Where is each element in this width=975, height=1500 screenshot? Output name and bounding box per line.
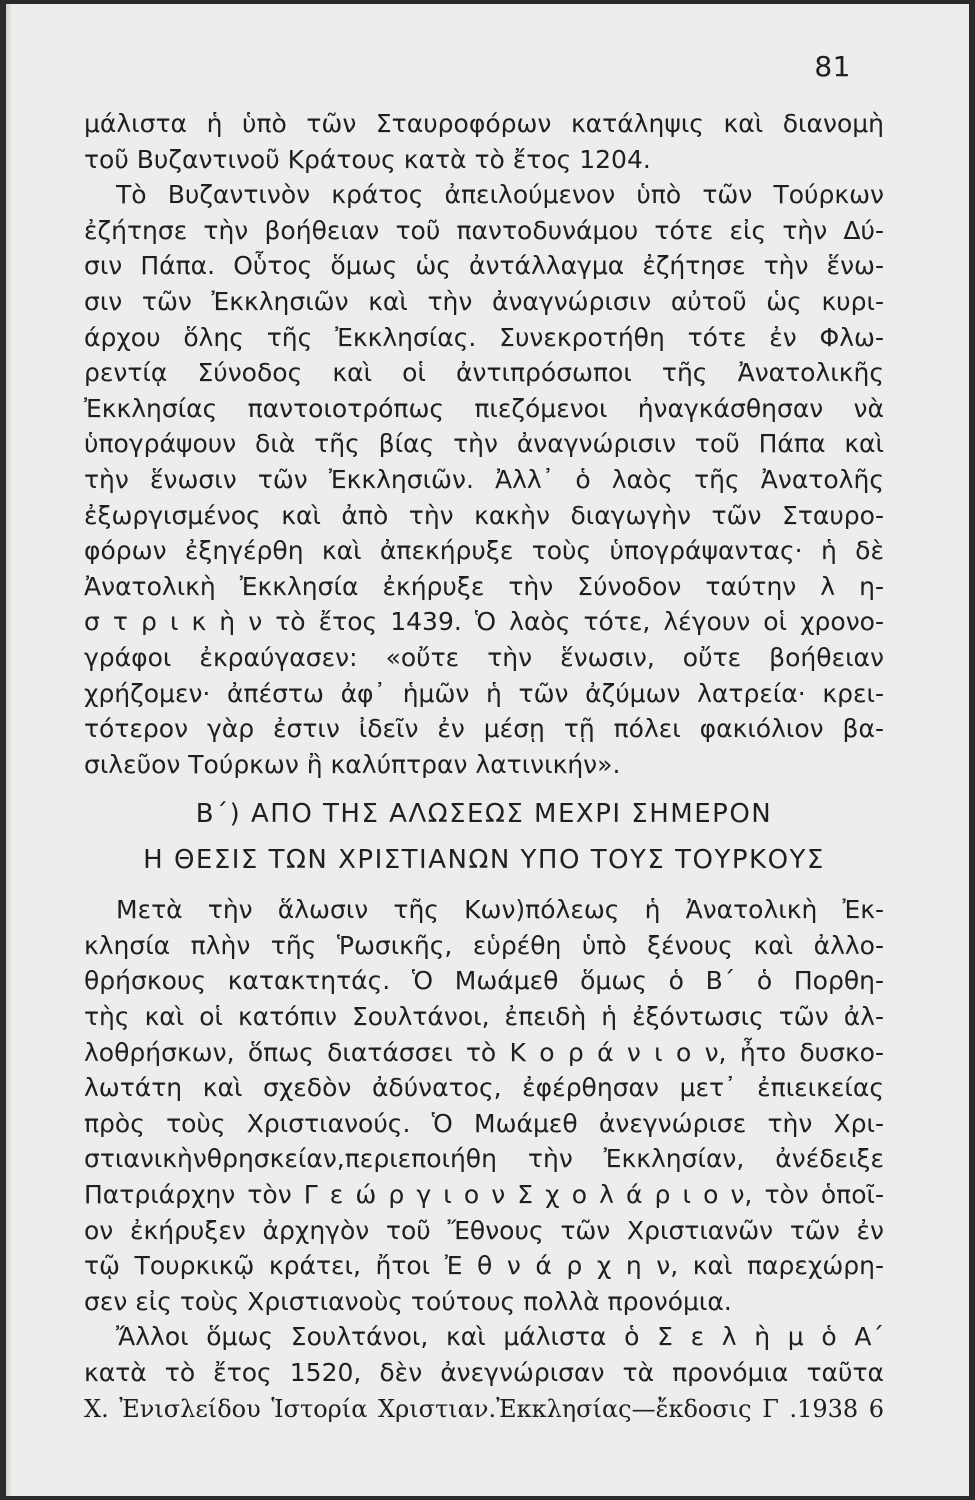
text-line: τὴν ἕνωσιν τῶν Ἐκκλησιῶν. Ἀλλ᾽ ὁ λαὸς τῆς Ἀνατολῆς <box>84 464 884 494</box>
page-footer: Χ. Ἐνισλείδου Ἱστορία Χριστιαν.Ἐκκλησίας—ἔκδοσις Γ .1938 6 <box>84 1394 884 1423</box>
text-line: σεν εἰς τοὺς Χριστιανοὺς τούτους πολλὰ προνόμια. <box>84 1286 732 1316</box>
text-line: κλησία πλὴν τῆς Ῥωσικῆς, εὑρέθη ὑπὸ ξένους καὶ ἀλλο- <box>84 930 884 960</box>
text-line: ον ἐκήρυξεν ἀρχηγὸν τοῦ Ἔθνους τῶν Χριστιανῶν τῶν ἐν <box>84 1215 884 1245</box>
text-line: στιανικὴνθρησκείαν,περιεποιήθη τὴν Ἐκκλησίαν, ἀνέδειξε <box>84 1144 884 1174</box>
text-line: τοῦ Βυζαντινοῦ Κράτους κατὰ τὸ ἔτος 1204. <box>84 144 651 174</box>
text-line: Τὸ Βυζαντινὸν κράτος ἀπειλούμενον ὑπὸ τῶν Τούρκων <box>116 180 884 210</box>
text-line: Ἐκκλησίας παντοιοτρόπως πιεζόμενοι ἠναγκάσθησαν νὰ <box>84 393 884 423</box>
text-line: Ἀνατολικὴ Ἐκκλησία ἐκήρυξε τὴν Σύνοδον ταύτην λ η- <box>84 571 884 601</box>
text-line: φόρων ἐξηγέρθη καὶ ἀπεκήρυξε τοὺς ὑπογράψαντας· ἡ δὲ <box>84 536 884 566</box>
text-line: χρήζομεν· ἀπέστω ἀφ᾽ ἡμῶν ἡ τῶν ἀζύμων λατρεία· κρει- <box>84 678 884 708</box>
text-line: σιν τῶν Ἐκκλησιῶν καὶ τὴν ἀναγνώρισιν αὐτοῦ ὡς κυρι- <box>84 286 884 316</box>
text-line: σιν Πάπα. Οὗτος ὅμως ὡς ἀντάλλαγμα ἐζήτησε τὴν ἕνω- <box>84 251 884 281</box>
text-line: πρὸς τοὺς Χριστιανούς. Ὁ Μωάμεθ ἀνεγνώρισε τὴν Χρι- <box>84 1108 884 1138</box>
page-number: 81 <box>814 50 851 83</box>
section-subheading: Η ΘΕΣΙΣ ΤΩΝ ΧΡΙΣΤΙΑΝΩΝ ΥΠΟ ΤΟΥΣ ΤΟΥΡΚΟΥΣ <box>143 845 825 876</box>
book-page <box>6 4 969 1496</box>
section-heading: Β΄) ΑΠΟ ΤΗΣ ΑΛΩΣΕΩΣ ΜΕΧΡΙ ΣΗΜΕΡΟΝ <box>195 799 773 830</box>
text-line: τότερον γὰρ ἐστιν ἰδεῖν ἐν μέσῃ τῇ πόλει φακιόλιον βα- <box>84 714 884 744</box>
page-edge <box>6 4 12 1496</box>
body-text <box>84 106 884 1427</box>
text-line: σ τ ρ ι κ ὴ ν τὸ ἔτος 1439. Ὁ λαὸς τότε, λέγουν οἱ χρονο- <box>84 607 884 637</box>
text-line: τῷ Τουρκικῷ κράτει, ἤτοι Ἐ θ ν ά ρ χ η ν, καὶ παρεχώρη- <box>84 1251 884 1281</box>
text-line: γράφοι ἐκραύγασεν: «οὔτε τὴν ἕνωσιν, οὔτε βοήθειαν <box>84 642 884 672</box>
text-line: θρήσκους κατακτητάς. Ὁ Μωάμεθ ὅμως ὁ Β΄ ὁ Πορθη- <box>84 966 884 996</box>
text-line: άρχου ὅλης τῆς Ἐκκλησίας. Συνεκροτήθη τότε ἐν Φλω- <box>84 322 884 352</box>
text-line: λοθρήσκων, ὅπως διατάσσει τὸ Κ ο ρ ά ν ι ο ν, ἦτο δυσκο- <box>84 1037 884 1067</box>
text-line: τὴς καὶ οἱ κατόπιν Σουλτάνοι, ἐπειδὴ ἡ ἐξόντωσις τῶν ἀλ- <box>84 1002 884 1032</box>
text-line: ρεντίᾳ Σύνοδος καὶ οἱ ἀντιπρόσωποι τῆς Ἀνατολικῆς <box>84 358 884 388</box>
text-line: ἐζήτησε τὴν βοήθειαν τοῦ παντοδυνάμου τότε εἰς τὴν Δύ- <box>84 215 884 245</box>
text-line: Πατριάρχην τὸν Γ ε ώ ρ γ ι ο ν Σ χ ο λ ά ρ ι ο ν, τὸν ὁποῖ- <box>84 1180 884 1210</box>
text-line: κατὰ τὸ ἔτος 1520, δὲν ἀνεγνώρισαν τὰ προνόμια ταῦτα <box>84 1358 884 1387</box>
text-line: μάλιστα ἡ ὑπὸ τῶν Σταυροφόρων κατάληψις καὶ διανομὴ <box>84 109 884 138</box>
text-line: ἐξωργισμένος καὶ ἀπὸ τὴν κακὴν διαγωγὴν τῶν Σταυρο- <box>84 500 884 530</box>
text-line: λωτάτη καὶ σχεδὸν ἀδύνατος, ἐφέρθησαν μετ᾽ ἐπιεικείας <box>84 1073 884 1103</box>
text-line: ὑπογράψουν διὰ τῆς βίας τὴν ἀναγνώρισιν τοῦ Πάπα καὶ <box>84 429 884 459</box>
text-line: Ἄλλοι ὅμως Σουλτάνοι, καὶ μάλιστα ὁ Σ ε λ ὴ μ ὁ Α΄ <box>116 1322 884 1352</box>
text-line: σιλεῦον Τούρκων ἢ καλύπτραν λατινικήν». <box>84 749 621 779</box>
text-line: Μετὰ τὴν ἅλωσιν τῆς Κων)πόλεως ἡ Ἀνατολικὴ Ἐκ- <box>116 895 884 925</box>
